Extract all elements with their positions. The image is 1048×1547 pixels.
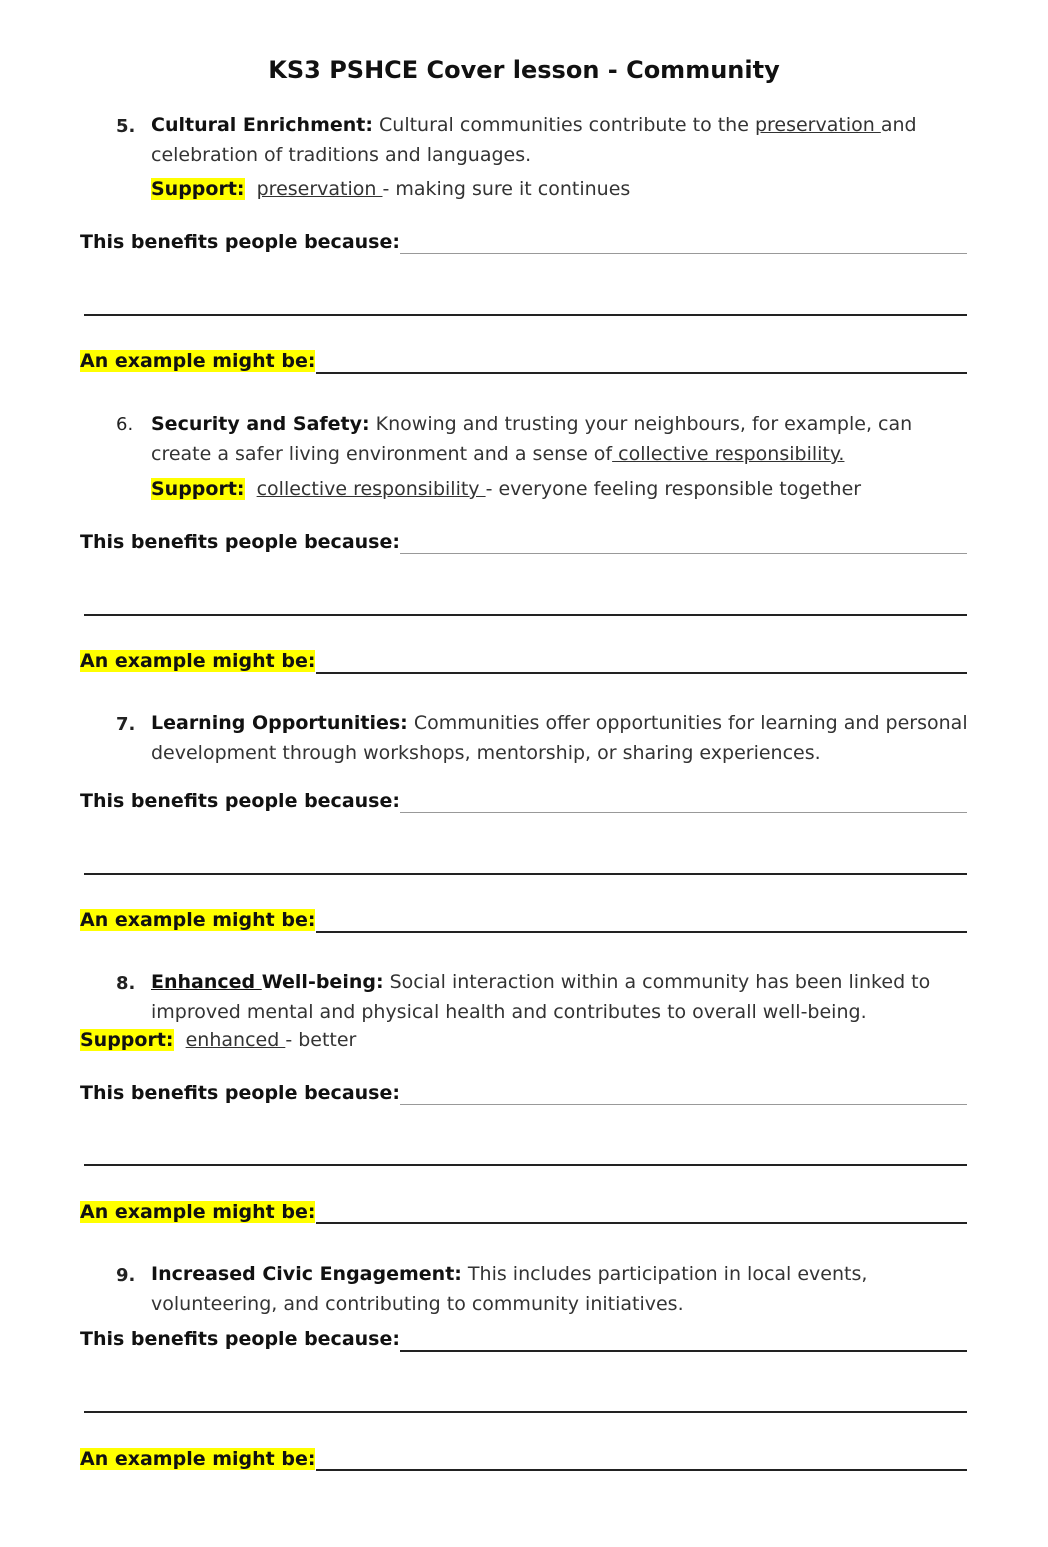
- benefits-label: This benefits people because:: [80, 790, 400, 812]
- example-answer-line[interactable]: [316, 931, 967, 933]
- support-note: [80, 1029, 356, 1051]
- support-label: Support:: [151, 178, 245, 200]
- item-heading-underlined: Enhanced: [151, 971, 262, 993]
- benefits-answer-line[interactable]: [400, 553, 967, 554]
- support-note: [151, 178, 630, 200]
- benefits-answer-line[interactable]: [400, 253, 967, 254]
- benefits-answer-line[interactable]: [400, 1350, 967, 1352]
- support-definition: - better: [285, 1029, 357, 1051]
- example-label: An example might be:: [80, 1448, 316, 1470]
- benefits-answer-line[interactable]: [400, 1104, 967, 1105]
- item-text: and celebration of traditions and languages.: [151, 114, 917, 166]
- item-paragraph: [151, 708, 971, 768]
- item-heading: Security and Safety:: [151, 413, 370, 435]
- item-number: 5.: [116, 116, 136, 137]
- example-answer-line[interactable]: [316, 672, 967, 674]
- support-term: enhanced: [185, 1029, 286, 1051]
- item-text: Knowing and trusting your neighbours, for example, can create a safer living environment and a sense of: [151, 413, 913, 465]
- item-text: Cultural communities contribute to the: [372, 114, 755, 136]
- benefits-label: This benefits people because:: [80, 1328, 400, 1350]
- item-paragraph: [151, 110, 971, 170]
- item-number: 9.: [116, 1265, 136, 1286]
- support-term: collective responsibility: [256, 478, 486, 500]
- item-paragraph: [151, 1259, 971, 1319]
- vocab-term: collective responsibility.: [612, 443, 845, 465]
- item-text: Social interaction within a community has been linked to improved mental and physical health and contributes to overall well-being.: [151, 971, 931, 1023]
- example-answer-line[interactable]: [316, 1469, 967, 1471]
- support-definition: - making sure it continues: [382, 178, 631, 200]
- item-paragraph: [151, 967, 971, 1027]
- benefits-label: This benefits people because:: [80, 531, 400, 553]
- benefits-label: This benefits people because:: [80, 1082, 400, 1104]
- example-label: An example might be:: [80, 909, 316, 931]
- item-number: 6.: [116, 414, 134, 435]
- example-label: An example might be:: [80, 650, 316, 672]
- item-heading: Well-being:: [261, 971, 384, 993]
- item-heading: Increased Civic Engagement:: [151, 1263, 462, 1285]
- item-text: This includes participation in local events, volunteering, and contributing to community initiatives.: [151, 1263, 868, 1315]
- example-label: An example might be:: [80, 350, 316, 372]
- item-heading: Cultural Enrichment:: [151, 114, 373, 136]
- item-number: 7.: [116, 714, 136, 735]
- answer-line[interactable]: [84, 1411, 967, 1413]
- answer-line[interactable]: [84, 314, 967, 316]
- example-label: An example might be:: [80, 1201, 316, 1223]
- item-text: Communities offer opportunities for learning and personal development through workshops, mentorship, or sharing experiences.: [151, 712, 968, 764]
- support-definition: - everyone feeling responsible together: [485, 478, 862, 500]
- support-note: [151, 478, 861, 500]
- item-heading: Learning Opportunities:: [151, 712, 408, 734]
- benefits-answer-line[interactable]: [400, 812, 967, 813]
- example-answer-line[interactable]: [316, 1222, 967, 1224]
- example-answer-line[interactable]: [316, 372, 967, 374]
- page-title: KS3 PSHCE Cover lesson - Community: [268, 56, 780, 84]
- answer-line[interactable]: [84, 614, 967, 616]
- answer-line[interactable]: [84, 873, 967, 875]
- item-paragraph: [151, 409, 971, 469]
- answer-line[interactable]: [84, 1164, 967, 1166]
- vocab-term: preservation: [754, 114, 881, 136]
- support-label: Support:: [151, 478, 245, 500]
- support-term: preservation: [256, 178, 383, 200]
- benefits-label: This benefits people because:: [80, 231, 400, 253]
- item-number: 8.: [116, 973, 136, 994]
- support-label: Support:: [80, 1029, 174, 1051]
